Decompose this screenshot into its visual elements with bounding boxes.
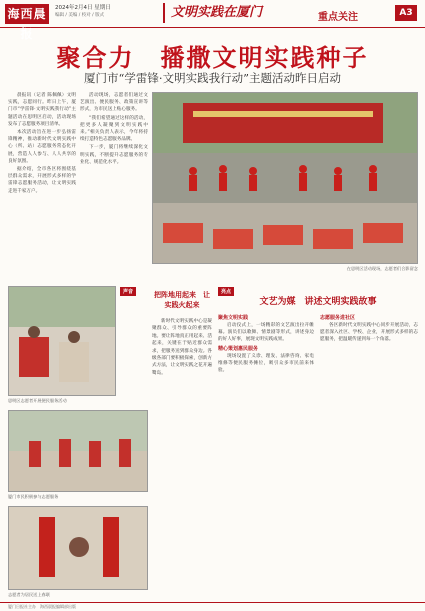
paragraph: 活动现场，志愿者们通过文艺演出、便民服务、政策宣讲等形式，为市民送上贴心服务。 [80,93,148,113]
main-event-photo [152,92,418,264]
right-column-2 [320,314,418,598]
citizens-participation-image [9,411,148,492]
page-number: A3 [395,5,417,21]
stage-scene-image [153,93,418,264]
subsection-heading: 聚焦文明实践 [218,315,249,321]
commentary-title: 把阵地用起来 让实践火起来 [154,290,210,309]
subsection-heading: 精心策划惠民服务 [218,345,259,352]
paragraph: 下一步，厦门将继续深化文明实践，不断提升志愿服务的专业化、规范化水平。 [80,145,148,165]
paragraph: 晨报讯（记者 陈佩佩）文明实践，志愿同行。昨日上午，厦门市“学雷锋·文明实践我行动”主题活动在思明区启动，活动现场发布了志愿服务项目清单。 [8,93,76,127]
masthead [0,0,425,41]
main-photo-caption: 在思明区活动现场，志愿者们合影留念 [346,266,418,271]
paragraph: 启动仪式上，一场精彩的文艺演出拉开帷幕。演员们以歌舞、情景剧等形式，讲述身边的好人好事，展现文明实践成果。 [218,323,314,343]
right-section-title: 文艺为媒 讲述文明实践故事 [259,297,377,307]
left-photo-2-caption: 厦门市民积极参与志愿服务 [8,494,59,499]
page-footer: 厦门日报社主办 海西晨报编辑部出版 [0,602,425,611]
paragraph: 各区新时代文明实践中心同步开展活动，志愿者深入社区、学校、企业，开展形式多样的志愿服务，把温暖传递到每一个角落。 [320,323,418,343]
commentary-tag: 声音 [120,287,136,296]
issue-date: 2024年2月4日 星期日 [55,5,111,11]
left-photo-2 [8,410,148,492]
paragraph: “我们希望通过这样的活动，把更多人凝聚到文明实践中来。”相关负责人表示，今年将持续打造特色志愿服务品牌。 [80,115,148,143]
left-photo-3-caption: 志愿者为居民送上春联 [8,592,50,597]
headline: 聚合力 播撒文明实践种子 [56,43,369,72]
paragraph: 新时代文明实践中心是凝聚群众、引导群众的重要阵地。要让阵地真正用起来、活起来，关键在于贴近群众需求，把服务送到群众身边。各级各部门要积极探索，创新方式方法，让文明实践之花开遍鹭岛。 [152,319,212,376]
commentary-body [152,318,212,588]
right-column-1 [218,314,314,598]
section-label: 重点关注 [318,12,358,23]
left-photo-3 [8,506,148,590]
paragraph: 现场设置了义诊、理发、法律咨询、家电维修等便民服务摊位，吸引众多市民前来体验。 [218,353,314,374]
subheadline: 厦门市“学雷锋·文明实践我行动”主题活动昨日启动 [84,71,341,85]
staff-line: 编辑 / 美编 / 校对 / 版式 [55,13,105,18]
paragraph: 据介绍，全市各区将围绕基层群众需求，开展形式多样的学雷锋志愿服务活动，让文明实践走进千家万户。 [8,167,76,194]
left-photo-1 [8,286,116,396]
newspaper-logo: 海西晨报 [5,4,49,24]
article-column-2 [80,92,148,282]
article-column-1 [8,92,76,282]
left-photo-1-caption: 思明区志愿者开展便民服务活动 [8,398,67,403]
volunteer-service-image [9,287,116,396]
couplets-image [9,507,148,590]
subsection-heading: 志愿服务进社区 [320,315,356,321]
paragraph: 本次活动旨在进一步弘扬雷锋精神，推动新时代文明实践中心（所、站）志愿服务常态化开展，营造人人参与、人人共享的良好氛围。 [8,130,76,164]
right-section-tag: 亮点 [218,287,234,296]
column-banner: 文明实践在厦门 [163,3,268,23]
